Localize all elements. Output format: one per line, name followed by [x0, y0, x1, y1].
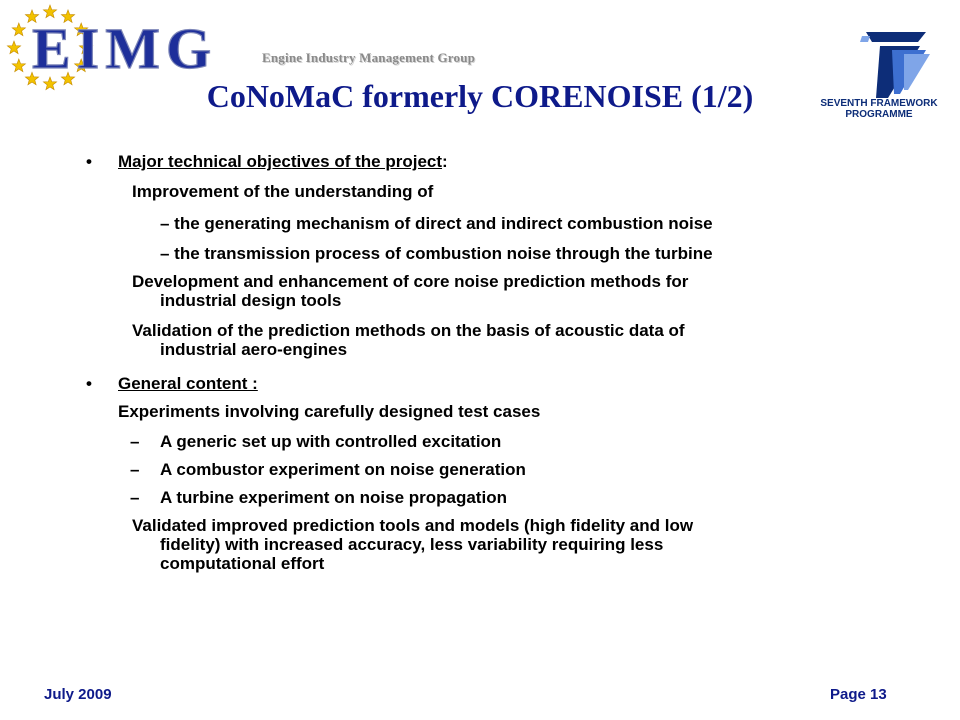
text-line: computational effort: [160, 554, 325, 573]
list-item: [130, 460, 526, 480]
fp7-label-line2: PROGRAMME: [845, 109, 913, 120]
fp7-label-line1: SEVENTH FRAMEWORK: [820, 98, 938, 109]
star-icon: [12, 59, 25, 72]
star-icon: [43, 5, 56, 18]
list-item: [130, 488, 507, 508]
footer-page-number: Page 13: [830, 686, 887, 703]
text-line: Improvement of the understanding of: [132, 182, 434, 201]
footer-date: July 2009: [44, 686, 112, 703]
list-item-text: A combustor experiment on noise generation: [160, 460, 526, 479]
objectives-heading-colon: :: [442, 152, 448, 171]
text-line: Experiments involving carefully designed test cases: [118, 402, 541, 421]
svg-text:EIMG: EIMG: [32, 18, 218, 78]
fp7-label: [818, 98, 940, 120]
dash-marker: –: [130, 460, 140, 479]
objectives-heading-text: Major technical objectives of the project: [118, 152, 443, 171]
bullet-dot: •: [86, 374, 92, 393]
star-icon: [43, 77, 56, 90]
text-line: Validation of the prediction methods on the basis of acoustic data of: [132, 321, 685, 340]
dash-marker: –: [130, 488, 140, 507]
text-line: – the transmission process of combustion noise through the turbine: [160, 244, 713, 263]
dash-marker: –: [130, 432, 140, 451]
slide-title: CoNoMaC formerly CORENOISE (1/2): [206, 78, 754, 114]
text-line: Validated improved prediction tools and models (high fidelity and low: [132, 516, 694, 535]
list-item-text: A turbine experiment on noise propagation: [160, 488, 507, 507]
text-line: industrial design tools: [160, 291, 342, 310]
list-item-text: A generic set up with controlled excitation: [160, 432, 502, 451]
text-line: Development and enhancement of core noise prediction methods for: [132, 272, 689, 291]
bullet-dot: •: [86, 152, 92, 171]
star-icon: [12, 23, 25, 36]
eimg-logo: [30, 18, 240, 78]
logo-subtitle: Engine Industry Management Group: [262, 50, 476, 65]
objectives-heading: [118, 152, 448, 172]
general-content-heading: General content :: [118, 374, 258, 393]
text-line: fidelity) with increased accuracy, less variability requiring less: [160, 535, 664, 554]
list-item: [130, 432, 502, 452]
star-icon: [7, 41, 20, 54]
text-line: industrial aero-engines: [160, 340, 348, 359]
text-line: – the generating mechanism of direct and indirect combustion noise: [160, 214, 713, 233]
